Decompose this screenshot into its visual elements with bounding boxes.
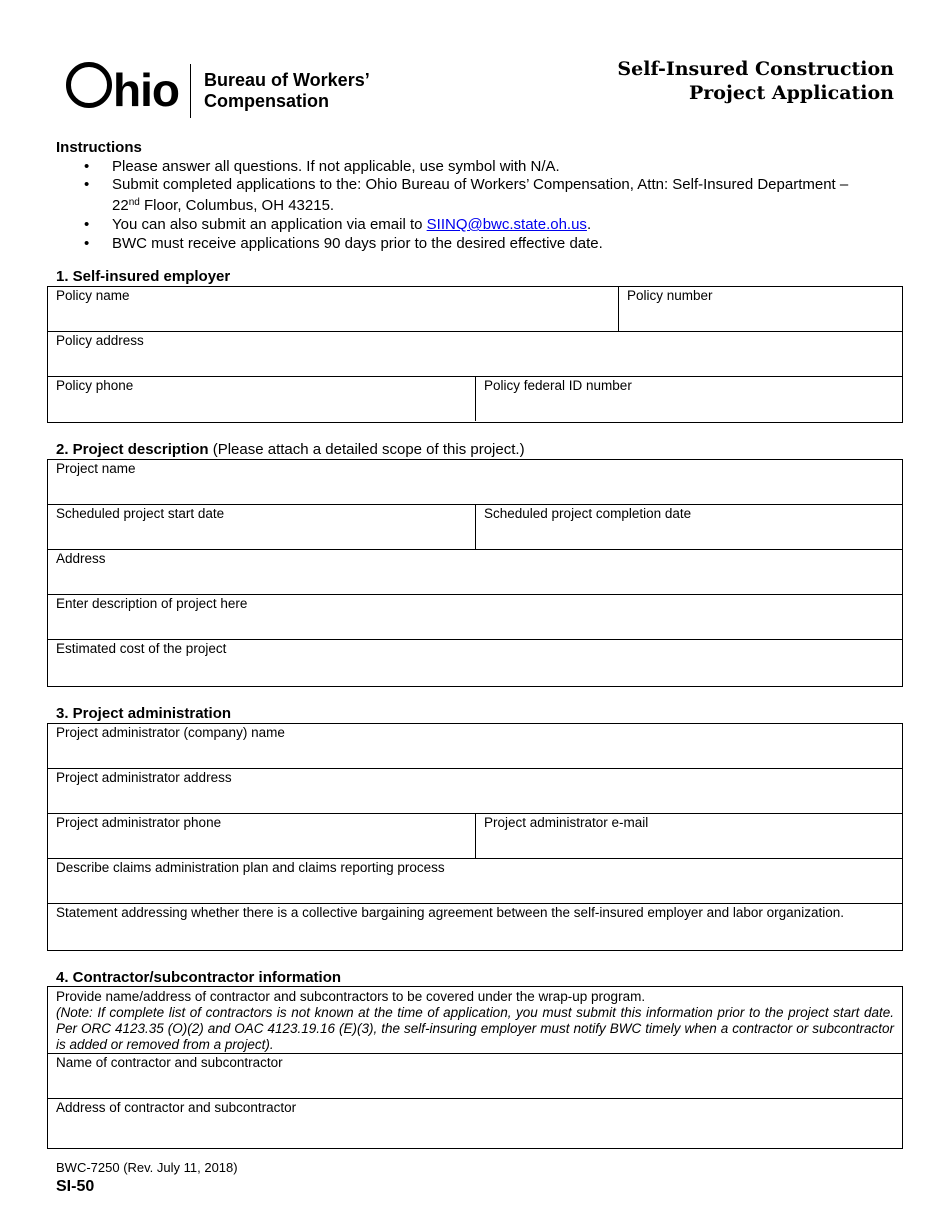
- instruction-item: [56, 158, 906, 176]
- section-1-table: [47, 286, 903, 423]
- instruction-text: BWC must receive applications 90 days prior to the desired effective date.: [112, 235, 603, 252]
- table-row: [48, 1098, 902, 1148]
- table-row: [48, 504, 902, 549]
- agency-line-2: Compensation: [204, 91, 330, 111]
- completion-date-field[interactable]: Scheduled project completion date: [475, 505, 902, 549]
- contractor-instructions: [48, 987, 902, 1053]
- instruction-item: [56, 235, 906, 253]
- agency-name: [204, 70, 370, 112]
- contractor-note: (Note: If complete list of contractors is not known at the time of application, you must submit this information prior to the project start date. Per ORC 4123.35 (O)(2) and OAC 4123.19.16 (E)(3), the self-insuring employer must notify BWC timely when a contractor or subcontractor is added or removed from a project).: [56, 1005, 894, 1052]
- ordinal-suffix: nd: [128, 197, 140, 208]
- form-title-line-2: Project Application: [688, 82, 894, 104]
- instruction-item: [56, 176, 906, 215]
- table-row: [48, 639, 902, 684]
- logo-separator: [190, 64, 191, 118]
- table-row: [48, 1053, 902, 1098]
- table-row: [48, 331, 902, 376]
- email-link[interactable]: SIINQ@bwc.state.oh.us: [426, 216, 587, 233]
- policy-number-field[interactable]: Policy number: [618, 287, 902, 331]
- section-3-heading: 3. Project administration: [56, 705, 232, 722]
- policy-name-field[interactable]: Policy name: [56, 288, 130, 303]
- form-number: BWC-7250 (Rev. July 11, 2018): [56, 1160, 238, 1175]
- instructions-heading: Instructions: [56, 139, 142, 156]
- instruction-item: [56, 216, 906, 234]
- instruction-text: Submit completed applications to the: Ohio Bureau of Workers’ Compensation, Attn: Self-Insured Department –: [112, 176, 849, 193]
- instruction-text: .: [586, 216, 592, 233]
- admin-name-field[interactable]: Project administrator (company) name: [56, 725, 285, 740]
- claims-plan-field[interactable]: Describe claims administration plan and claims reporting process: [56, 860, 445, 875]
- section-4-table: [47, 986, 903, 1149]
- section-1-heading: 1. Self-insured employer: [56, 268, 231, 285]
- form-code: SI-50: [56, 1178, 95, 1195]
- contractor-name-field[interactable]: Name of contractor and subcontractor: [56, 1055, 283, 1070]
- estimated-cost-field[interactable]: Estimated cost of the project: [56, 641, 227, 656]
- table-row: [48, 858, 902, 903]
- table-row: [48, 549, 902, 594]
- section-2-title: 2. Project description: [56, 441, 209, 458]
- policy-federal-id-field[interactable]: Policy federal ID number: [475, 377, 902, 421]
- section-4-heading: 4. Contractor/subcontractor information: [56, 969, 342, 986]
- ohio-logo-o-icon: [66, 62, 112, 108]
- instruction-text: Floor, Columbus, OH 43215.: [139, 197, 335, 214]
- table-row: [48, 460, 902, 504]
- bargaining-statement-field[interactable]: Statement addressing whether there is a collective bargaining agreement between the self-insured employer and labor organization.: [56, 905, 844, 920]
- table-row: [48, 903, 902, 948]
- instructions-list: [56, 158, 906, 253]
- instruction-text: You can also submit an application via email to: [112, 216, 427, 233]
- section-2-table: [47, 459, 903, 687]
- instruction-text: Please answer all questions. If not applicable, use symbol with N/A.: [112, 158, 560, 175]
- table-row: [48, 287, 902, 331]
- policy-phone-field[interactable]: Policy phone: [56, 378, 134, 393]
- project-name-field[interactable]: Project name: [56, 461, 136, 476]
- table-row: [48, 376, 902, 421]
- project-description-field[interactable]: Enter description of project here: [56, 596, 248, 611]
- table-row: [48, 724, 902, 768]
- admin-phone-field[interactable]: Project administrator phone: [56, 815, 222, 830]
- form-title-line-1: Self-Insured Construction: [617, 58, 894, 80]
- section-2-note: (Please attach a detailed scope of this project.): [208, 441, 525, 458]
- table-row: [48, 594, 902, 639]
- contractor-address-field[interactable]: Address of contractor and subcontractor: [56, 1100, 297, 1115]
- admin-address-field[interactable]: Project administrator address: [56, 770, 232, 785]
- ohio-logo-text: hio: [113, 64, 179, 116]
- contractor-intro: Provide name/address of contractor and subcontractors to be covered under the wrap-up program.: [56, 989, 646, 1004]
- table-row: [48, 813, 902, 858]
- ohio-logo: [66, 62, 179, 116]
- table-row: [48, 768, 902, 813]
- section-2-heading: [56, 441, 525, 458]
- table-row: [48, 987, 902, 1053]
- policy-address-field[interactable]: Policy address: [56, 333, 144, 348]
- agency-line-1: Bureau of Workers’: [204, 70, 370, 90]
- instruction-text: 22: [112, 197, 129, 214]
- form-title: [617, 57, 894, 105]
- project-address-field[interactable]: Address: [56, 551, 106, 566]
- admin-email-field[interactable]: Project administrator e-mail: [475, 814, 902, 858]
- start-date-field[interactable]: Scheduled project start date: [56, 506, 225, 521]
- section-3-table: [47, 723, 903, 951]
